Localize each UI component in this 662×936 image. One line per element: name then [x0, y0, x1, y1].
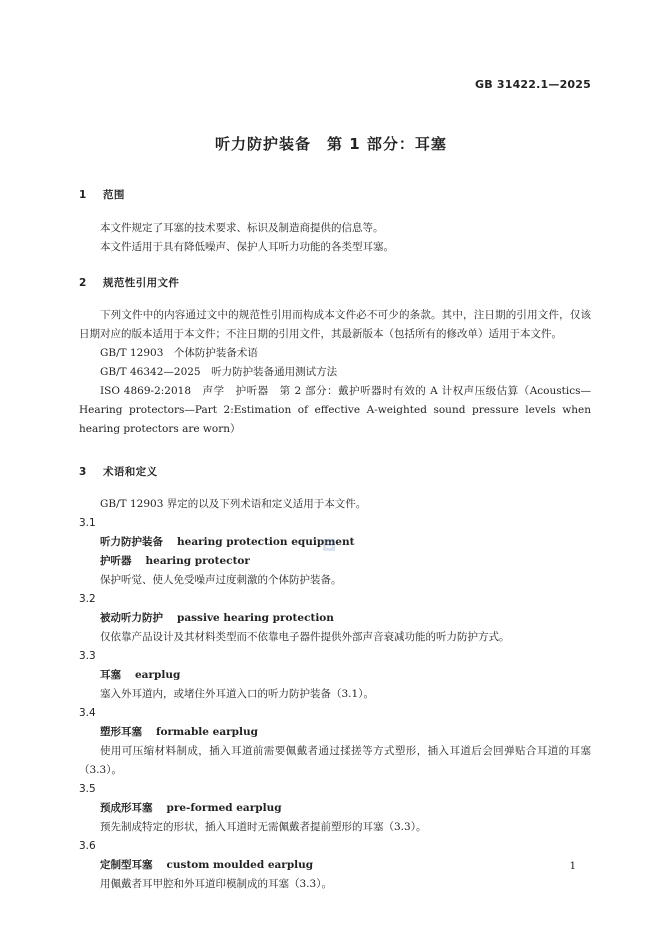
term-number: 3.5 — [79, 783, 96, 795]
term-en: earplug — [135, 669, 181, 681]
paragraph: GB/T 12903 界定的以及下列术语和定义适用于本文件。 — [100, 498, 367, 510]
term-zh: 耳塞 — [100, 669, 121, 681]
term-heading — [79, 609, 591, 628]
term-alt-heading — [79, 552, 591, 571]
term-en: pre-formed earplug — [166, 802, 282, 814]
section-title: 术语和定义 — [103, 466, 158, 478]
term-alt-en: hearing protector — [145, 555, 250, 567]
term-definition: 预先制成特定的形状，插入耳道时无需佩戴者提前塑形的耳塞（3.3）。 — [100, 821, 427, 833]
term-zh: 定制型耳塞 — [100, 859, 153, 871]
watermark-icon — [322, 538, 336, 552]
term-en: hearing protection equipment — [177, 536, 355, 548]
term-en: formable earplug — [156, 726, 258, 738]
term-en: custom moulded earplug — [166, 859, 314, 871]
section-scope-body — [79, 219, 591, 257]
term-number: 3.4 — [79, 707, 96, 719]
reference-item: GB/T 46342—2025 听力防护装备通用测试方法 — [100, 366, 338, 378]
term-number: 3.6 — [79, 840, 96, 852]
section-terms-definitions-body — [79, 495, 591, 894]
term-definition: 仅依靠产品设计及其材料类型而不依靠电子器件提供外部声音衰减功能的听力防护方式。 — [100, 631, 510, 643]
term-entry — [79, 704, 591, 780]
document-title: 听力防护装备 第 1 部分：耳塞 — [215, 135, 447, 153]
section-title: 规范性引用文件 — [103, 277, 180, 289]
term-definition: 塞入外耳道内，或堵住外耳道入口的听力防护装备（3.1）。 — [100, 688, 374, 700]
section-heading — [79, 275, 591, 290]
term-number: 3.1 — [79, 517, 96, 529]
term-zh: 被动听力防护 — [100, 612, 163, 624]
term-entry — [79, 837, 591, 894]
paragraph: 本文件适用于具有降低噪声、保护人耳听力功能的各类型耳塞。 — [100, 241, 394, 253]
section-normative-references-body — [79, 306, 591, 439]
paragraph: 本文件规定了耳塞的技术要求、标识及制造商提供的信息等。 — [100, 222, 384, 234]
term-number: 3.2 — [79, 593, 96, 605]
section-number: 2 — [79, 277, 87, 289]
term-alt-zh: 护听器 — [100, 555, 132, 567]
term-entry — [79, 780, 591, 837]
section-number: 1 — [79, 189, 87, 201]
section-normative-references — [79, 275, 591, 290]
page-number: 1 — [569, 861, 576, 872]
standard-number: GB 31422.1—2025 — [475, 78, 591, 91]
term-definition: 用佩戴者耳甲腔和外耳道印模制成的耳塞（3.3）。 — [100, 878, 332, 890]
term-zh: 预成形耳塞 — [100, 802, 153, 814]
term-definition: 使用可压缩材料制成，插入耳道前需要佩戴者通过揉搓等方式塑形，插入耳道后会回弹贴合耳道的耳塞（3.3）。 — [79, 745, 591, 776]
reference-item: ISO 4869-2:2018 声学 护听器 第 2 部分：戴护听器时有效的 A 计权声压级估算（Acoustics—Hearing protectors—Part 2:Estimation of effective A-weighted sound pressure levels when hearing protectors are worn） — [79, 385, 591, 435]
term-en: passive hearing protection — [177, 612, 334, 624]
paragraph: 下列文件中的内容通过文中的规范性引用而构成本文件必不可少的条款。其中，注日期的引用文件，仅该日期对应的版本适用于本文件；不注日期的引用文件，其最新版本（包括所有的修改单）适用于本文件。 — [79, 309, 591, 340]
section-number: 3 — [79, 466, 87, 478]
term-entry — [79, 590, 591, 647]
term-heading — [79, 799, 591, 818]
section-terms-definitions — [79, 464, 591, 479]
section-heading — [79, 187, 591, 202]
reference-item: GB/T 12903 个体防护装备术语 — [100, 347, 258, 359]
term-zh: 听力防护装备 — [100, 536, 163, 548]
section-heading — [79, 464, 591, 479]
term-heading — [79, 723, 591, 742]
section-scope — [79, 187, 591, 202]
term-definition: 保护听觉、使人免受噪声过度刺激的个体防护装备。 — [100, 574, 342, 586]
term-heading — [79, 856, 591, 875]
term-heading — [79, 666, 591, 685]
term-entry — [79, 647, 591, 704]
term-zh: 塑形耳塞 — [100, 726, 142, 738]
section-title: 范围 — [103, 189, 125, 201]
term-number: 3.3 — [79, 650, 96, 662]
term-entry — [79, 514, 591, 590]
